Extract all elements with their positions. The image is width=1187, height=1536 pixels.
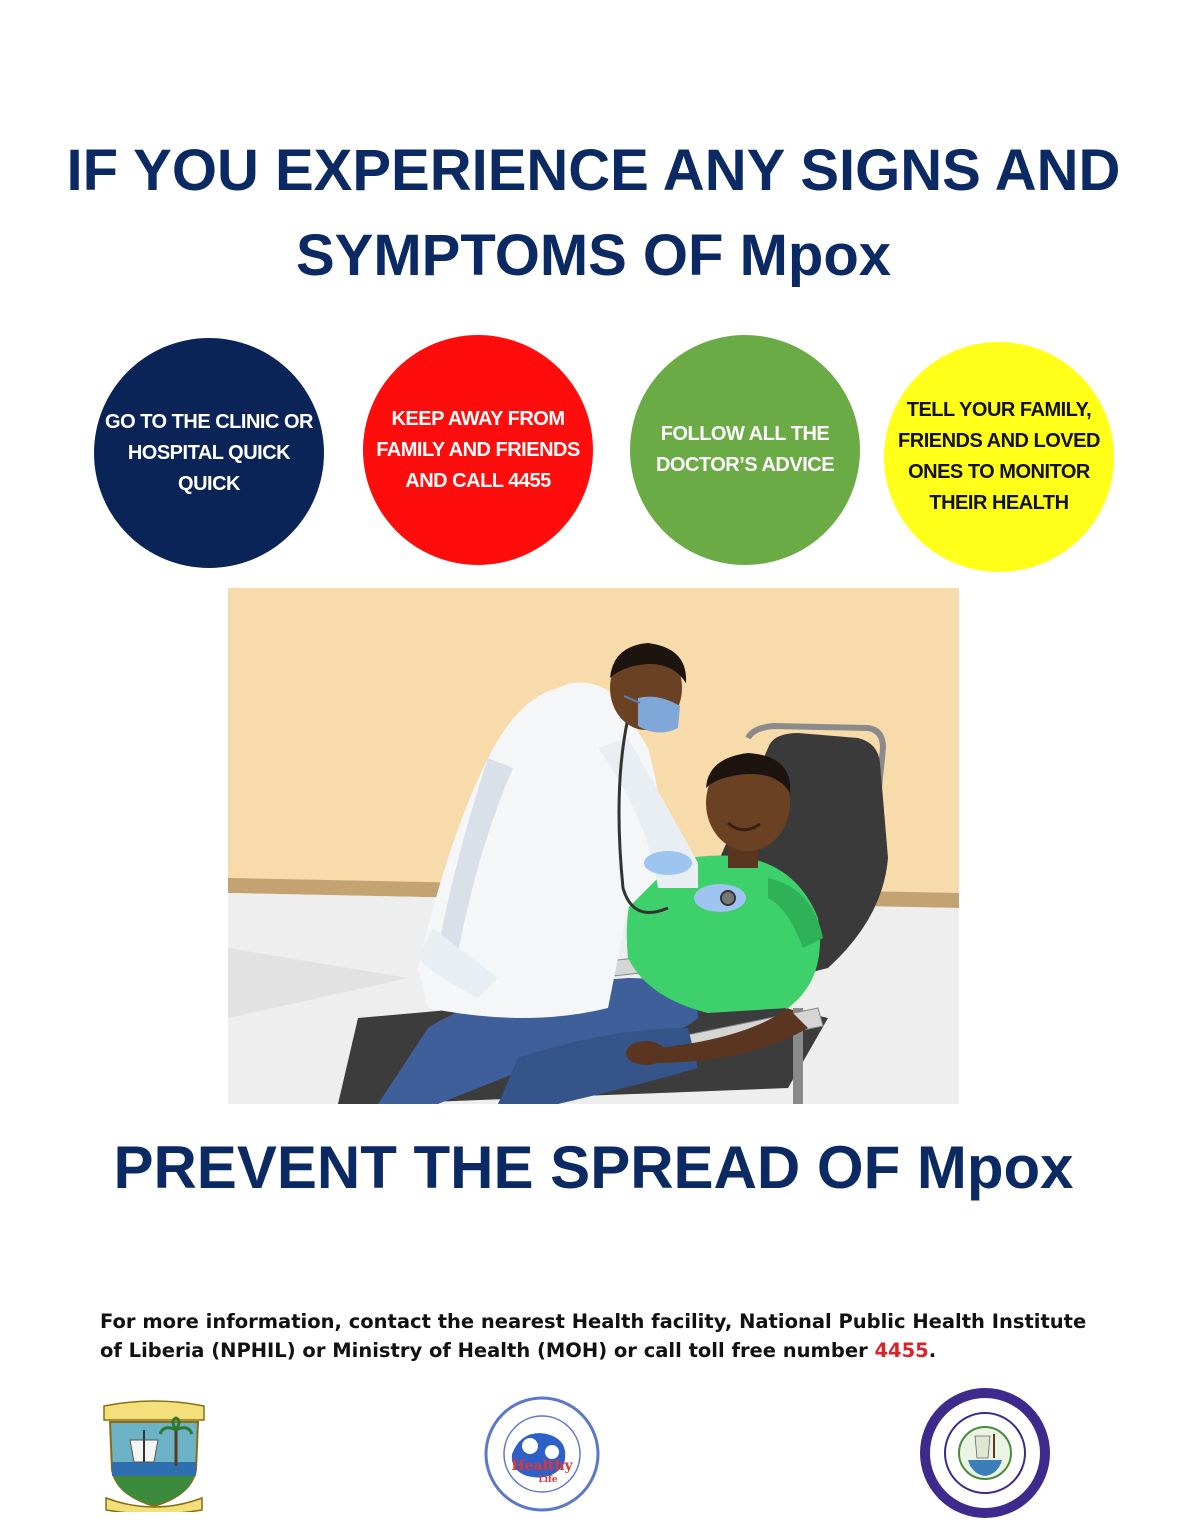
- ministry-of-health-logo: [482, 1394, 602, 1519]
- prevent-heading: PREVENT THE SPREAD OF Mpox: [113, 1134, 1074, 1201]
- illustration-svg: [228, 588, 959, 1104]
- action-text: THEIR HEALTH: [929, 492, 1069, 514]
- action-text: AND CALL 4455: [405, 469, 551, 492]
- action-text: ONES TO MONITOR: [908, 461, 1090, 483]
- action-text: DOCTOR’S ADVICE: [655, 454, 835, 476]
- action-text: TELL YOUR FAMILY,: [906, 399, 1092, 421]
- action-text: QUICK: [178, 472, 240, 495]
- contact-info-line-2: of Liberia (NPHIL) or Ministry of Health (MOH) or call toll free number: [100, 1339, 875, 1362]
- action-text: KEEP AWAY FROM: [391, 407, 565, 430]
- contact-info-period: .: [928, 1339, 937, 1362]
- action-text: FOLLOW ALL THE: [660, 423, 830, 445]
- action-circle-keep-away: [363, 335, 593, 565]
- doctor-patient-illustration: [228, 588, 959, 1104]
- toll-free-number: 4455: [874, 1339, 929, 1362]
- action-text: GO TO THE CLINIC OR: [105, 410, 313, 433]
- contact-info: [100, 1307, 1180, 1365]
- action-circle-tell-family: [884, 342, 1114, 572]
- action-circle-clinic: [94, 338, 324, 568]
- svg-text:Life: Life: [538, 1475, 558, 1485]
- action-text: FAMILY AND FRIENDS: [376, 438, 580, 461]
- headline-line-2: SYMPTOMS OF Mpox: [295, 223, 892, 288]
- nphil-logo: [920, 1388, 1050, 1523]
- action-circle-doctor-advice: [630, 335, 860, 565]
- action-text: HOSPITAL QUICK: [127, 441, 291, 464]
- headline: [0, 128, 1187, 298]
- liberia-coat-of-arms-logo: [96, 1400, 212, 1517]
- headline-line-1: IF YOU EXPERIENCE ANY SIGNS AND: [66, 138, 1121, 203]
- action-text: FRIENDS AND LOVED: [898, 430, 1100, 452]
- contact-info-line-1: For more information, contact the nearest Health facility, National Public Health Institute: [100, 1310, 1087, 1333]
- moh-healthy-text: Healthy: [511, 1458, 573, 1474]
